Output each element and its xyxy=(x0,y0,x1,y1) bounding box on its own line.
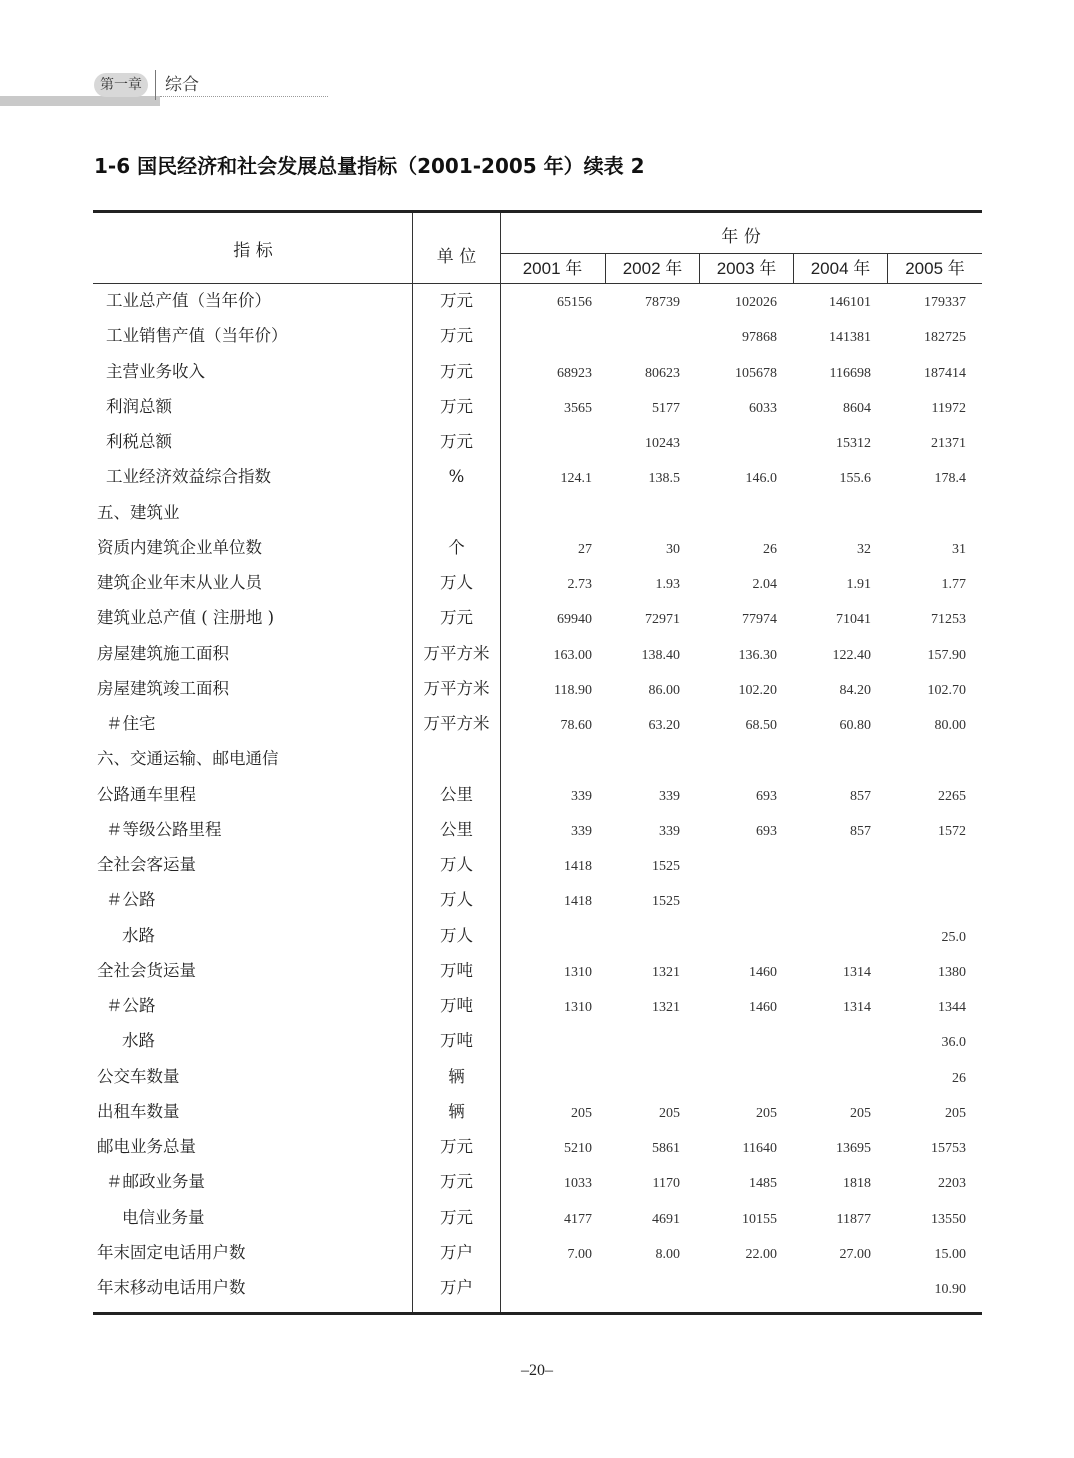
row-unit: 公里 xyxy=(440,819,473,839)
row-value: 15753 xyxy=(931,1141,966,1156)
row-value: 3565 xyxy=(564,400,592,416)
row-unit: 个 xyxy=(448,537,465,557)
row-unit: 万人 xyxy=(440,855,473,874)
row-value: 11972 xyxy=(931,400,966,416)
row-value: 138.5 xyxy=(648,471,680,487)
row-indicator: 工业经济效益综合指数 xyxy=(106,467,271,487)
row-value: 1033 xyxy=(564,1176,592,1192)
row-value: 857 xyxy=(850,823,871,839)
row-value: 124.1 xyxy=(560,471,592,487)
row-value: 26 xyxy=(952,1070,966,1086)
table-row xyxy=(0,988,1074,1023)
row-value: 5861 xyxy=(652,1141,680,1156)
row-value: 339 xyxy=(571,823,592,839)
table-row xyxy=(0,389,1074,424)
row-value: 2203 xyxy=(938,1176,966,1192)
row-unit: 万吨 xyxy=(440,1031,473,1051)
table-row xyxy=(0,424,1074,459)
row-value: 84.20 xyxy=(839,682,871,698)
row-indicator: 全社会客运量 xyxy=(97,855,196,874)
row-indicator: 工业总产值（当年价） xyxy=(106,291,271,310)
row-value: 25.0 xyxy=(941,929,966,945)
row-value: 32 xyxy=(857,541,871,557)
row-value: 116698 xyxy=(829,365,871,381)
table-row xyxy=(0,1023,1074,1058)
row-value: 1314 xyxy=(843,964,871,980)
table-row xyxy=(0,636,1074,671)
row-unit: 万元 xyxy=(440,432,473,451)
row-indicator: 水路 xyxy=(122,925,155,945)
row-value: 1460 xyxy=(749,1000,777,1015)
row-value: 693 xyxy=(756,788,777,804)
row-value: 5210 xyxy=(564,1141,592,1156)
table-row xyxy=(0,495,1074,530)
row-unit: 辆 xyxy=(448,1066,465,1086)
row-value: 122.40 xyxy=(832,647,871,663)
row-indicator: ＃公路 xyxy=(106,890,156,910)
row-unit: 万人 xyxy=(440,890,473,910)
row-value: 10243 xyxy=(645,436,680,451)
row-value: 205 xyxy=(659,1105,680,1121)
table-row xyxy=(0,1059,1074,1094)
row-value: 13695 xyxy=(836,1141,871,1156)
row-value: 30 xyxy=(666,541,680,557)
row-indicator: 六、交通运输、邮电通信 xyxy=(97,749,279,769)
row-value: 179337 xyxy=(924,295,966,310)
table-row xyxy=(0,953,1074,988)
row-value: 1460 xyxy=(749,964,777,980)
row-value: 1321 xyxy=(652,964,680,980)
row-value: 136.30 xyxy=(738,647,777,663)
row-value: 1485 xyxy=(749,1176,777,1192)
row-unit: 万元 xyxy=(440,326,473,346)
row-indicator: 房屋建筑竣工面积 xyxy=(97,678,229,698)
table-row xyxy=(0,1129,1074,1164)
year-header: 2004 年 xyxy=(810,259,871,278)
row-value: 71253 xyxy=(931,612,966,628)
row-value: 31 xyxy=(952,541,966,557)
row-value: 68.50 xyxy=(745,718,777,733)
row-value: 80623 xyxy=(645,365,680,381)
row-value: 118.90 xyxy=(554,682,592,698)
row-value: 1321 xyxy=(652,1000,680,1015)
row-unit: 万平方米 xyxy=(423,714,490,733)
row-value: 1.77 xyxy=(941,577,966,592)
row-value: 26 xyxy=(763,541,777,557)
row-value: 11640 xyxy=(742,1141,777,1156)
row-unit: 万元 xyxy=(440,396,473,416)
row-value: 205 xyxy=(756,1105,777,1121)
row-value: 1170 xyxy=(652,1176,680,1192)
row-value: 102026 xyxy=(735,295,777,310)
row-value: 163.00 xyxy=(553,647,592,663)
row-value: 60.80 xyxy=(839,718,871,733)
table-row xyxy=(0,283,1074,318)
row-value: 4177 xyxy=(564,1211,592,1227)
row-value: 1380 xyxy=(938,964,966,980)
row-unit: 万吨 xyxy=(440,996,473,1015)
row-value: 155.6 xyxy=(839,471,871,487)
row-value: 1418 xyxy=(564,859,592,874)
row-indicator: 资质内建筑企业单位数 xyxy=(97,537,262,557)
row-indicator: 建筑业总产值 ( 注册地 ) xyxy=(97,608,275,628)
table-row xyxy=(0,1270,1074,1305)
table-row xyxy=(0,882,1074,917)
row-indicator: 邮电业务总量 xyxy=(97,1137,196,1156)
row-indicator: ＃等级公路里程 xyxy=(106,819,222,839)
row-value: 102.20 xyxy=(738,682,777,698)
row-value: 4691 xyxy=(652,1211,680,1227)
table-row xyxy=(0,565,1074,600)
row-value: 2.73 xyxy=(567,577,592,592)
row-value: 339 xyxy=(659,788,680,804)
row-unit: 万吨 xyxy=(440,960,473,980)
row-value: 187414 xyxy=(924,365,966,381)
row-value: 1525 xyxy=(652,894,680,910)
row-value: 6033 xyxy=(749,400,777,416)
year-header: 2002 年 xyxy=(622,259,683,278)
row-value: 27.00 xyxy=(839,1246,871,1262)
row-unit: 万户 xyxy=(440,1278,473,1297)
year-header: 2001 年 xyxy=(522,259,583,278)
row-value: 11877 xyxy=(836,1211,871,1227)
chapter-badge: 第一章 xyxy=(94,73,148,97)
table-row xyxy=(0,318,1074,353)
row-unit: 万人 xyxy=(440,573,473,592)
row-unit: 万人 xyxy=(440,925,473,945)
row-indicator: 利税总额 xyxy=(106,432,172,451)
row-unit: 万户 xyxy=(440,1242,473,1262)
year-header: 2003 年 xyxy=(716,259,777,278)
row-value: 36.0 xyxy=(941,1035,966,1051)
row-indicator: 年末固定电话用户数 xyxy=(97,1242,246,1262)
table-row xyxy=(0,918,1074,953)
row-value: 1310 xyxy=(564,1000,592,1015)
row-value: 5177 xyxy=(652,400,680,416)
row-value: 182725 xyxy=(924,330,966,346)
row-value: 2.04 xyxy=(752,577,777,592)
unit-header: 单 位 xyxy=(436,247,477,267)
table-row xyxy=(0,706,1074,741)
table-row xyxy=(0,671,1074,706)
row-value: 2265 xyxy=(938,788,966,804)
section-name: 综合 xyxy=(165,75,199,95)
row-value: 97868 xyxy=(742,330,777,346)
row-value: 27 xyxy=(578,541,592,557)
row-unit: 万元 xyxy=(440,1207,473,1227)
row-value: 102.70 xyxy=(927,682,966,698)
row-indicator: 全社会货运量 xyxy=(97,960,196,980)
row-value: 15312 xyxy=(836,436,871,451)
indicator-header: 指 标 xyxy=(233,241,273,261)
row-value: 72971 xyxy=(645,612,680,628)
table-row xyxy=(0,1200,1074,1235)
year-group-header: 年 份 xyxy=(721,227,761,247)
row-value: 141381 xyxy=(829,330,871,346)
row-value: 21371 xyxy=(931,436,966,451)
table-row xyxy=(0,812,1074,847)
row-value: 86.00 xyxy=(648,682,680,698)
table-row xyxy=(0,1164,1074,1199)
table-title: 1-6 国民经济和社会发展总量指标（2001-2005 年）续表 2 xyxy=(94,154,645,178)
table-row xyxy=(0,600,1074,635)
row-value: 857 xyxy=(850,788,871,804)
row-indicator: 电信业务量 xyxy=(122,1207,205,1227)
row-value: 1.93 xyxy=(655,577,680,592)
row-indicator: 公交车数量 xyxy=(97,1066,180,1086)
row-indicator: 房屋建筑施工面积 xyxy=(97,643,229,663)
row-value: 1818 xyxy=(843,1176,871,1192)
row-value: 7.00 xyxy=(567,1246,592,1262)
row-indicator: 五、建筑业 xyxy=(97,502,180,522)
table-row xyxy=(0,1235,1074,1270)
row-value: 22.00 xyxy=(745,1246,777,1262)
row-value: 8604 xyxy=(843,400,871,416)
row-value: 10155 xyxy=(742,1211,777,1227)
row-value: 693 xyxy=(756,823,777,839)
row-value: 80.00 xyxy=(934,718,966,733)
row-value: 178.4 xyxy=(934,471,966,487)
row-value: 71041 xyxy=(836,612,871,628)
row-indicator: 工业销售产值（当年价） xyxy=(106,326,288,346)
row-value: 65156 xyxy=(557,295,592,310)
row-value: 77974 xyxy=(742,612,777,628)
row-unit: 万元 xyxy=(440,608,473,628)
table-row xyxy=(0,1094,1074,1129)
row-unit: 万平方米 xyxy=(423,678,490,698)
row-value: 68923 xyxy=(557,365,592,381)
row-value: 157.90 xyxy=(927,647,966,663)
row-unit: % xyxy=(448,467,465,487)
row-unit: 万元 xyxy=(440,361,473,381)
row-unit: 万元 xyxy=(440,1172,473,1192)
row-indicator: 主营业务收入 xyxy=(106,361,205,381)
row-unit: 公里 xyxy=(440,784,473,804)
row-value: 1525 xyxy=(652,859,680,874)
row-indicator: 出租车数量 xyxy=(97,1101,180,1121)
table-row xyxy=(0,459,1074,494)
row-value: 1310 xyxy=(564,964,592,980)
row-value: 146101 xyxy=(829,295,871,310)
row-indicator: ＃住宅 xyxy=(106,714,156,733)
row-indicator: 利润总额 xyxy=(106,396,172,416)
table-row xyxy=(0,777,1074,812)
row-indicator: ＃邮政业务量 xyxy=(106,1172,205,1192)
row-value: 1572 xyxy=(938,823,966,839)
row-unit: 万平方米 xyxy=(423,643,490,663)
row-value: 205 xyxy=(571,1105,592,1121)
row-unit: 万元 xyxy=(440,291,473,310)
row-value: 63.20 xyxy=(648,718,680,733)
row-value: 339 xyxy=(659,823,680,839)
year-header: 2005 年 xyxy=(905,259,965,278)
row-indicator: 年末移动电话用户数 xyxy=(97,1278,246,1297)
row-value: 15.00 xyxy=(934,1246,966,1262)
row-value: 205 xyxy=(945,1105,966,1121)
row-value: 105678 xyxy=(735,365,777,381)
row-value: 138.40 xyxy=(641,647,680,663)
row-indicator: 公路通车里程 xyxy=(97,784,196,804)
row-value: 8.00 xyxy=(655,1246,680,1262)
row-value: 146.0 xyxy=(745,471,777,487)
row-value: 69940 xyxy=(557,612,592,628)
row-indicator: 水路 xyxy=(122,1031,155,1051)
table-row xyxy=(0,354,1074,389)
row-value: 10.90 xyxy=(934,1282,966,1297)
row-indicator: ＃公路 xyxy=(106,996,156,1015)
table-row xyxy=(0,741,1074,776)
row-value: 339 xyxy=(571,788,592,804)
row-value: 13550 xyxy=(931,1211,966,1227)
row-value: 1.91 xyxy=(846,577,871,592)
row-value: 1344 xyxy=(938,1000,966,1015)
row-value: 1418 xyxy=(564,894,592,910)
row-value: 78.60 xyxy=(560,718,592,733)
row-value: 78739 xyxy=(645,295,680,310)
row-indicator: 建筑企业年末从业人员 xyxy=(97,573,262,592)
table-row xyxy=(0,530,1074,565)
row-value: 205 xyxy=(850,1105,871,1121)
page-number: –20– xyxy=(521,1362,553,1379)
row-unit: 辆 xyxy=(448,1101,465,1121)
row-value: 1314 xyxy=(843,1000,871,1015)
table-row xyxy=(0,847,1074,882)
row-unit: 万元 xyxy=(440,1137,473,1156)
